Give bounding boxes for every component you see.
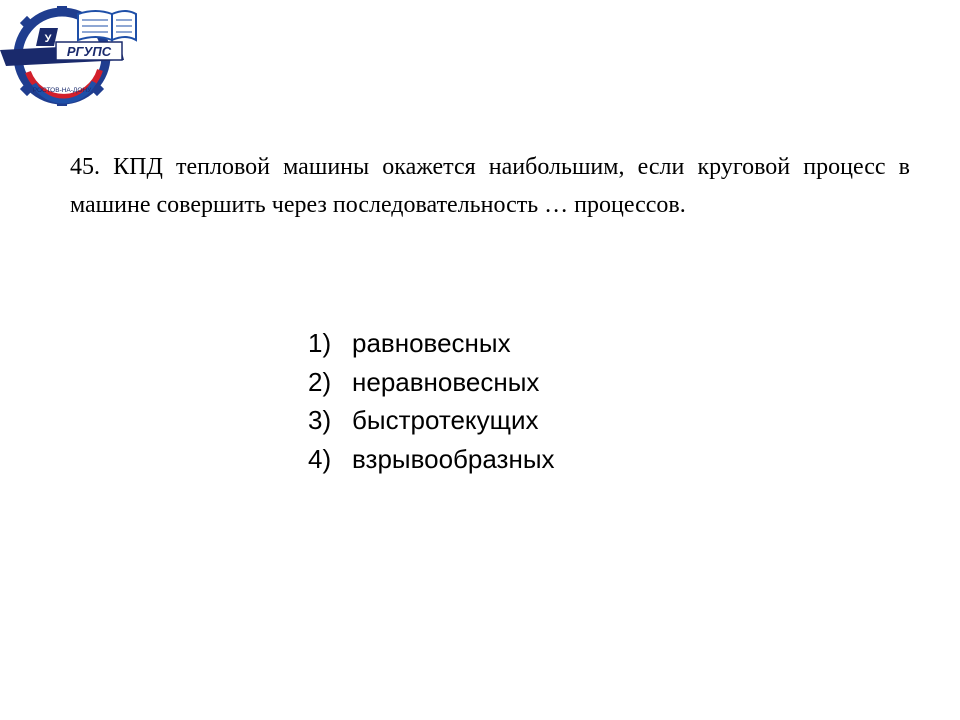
logo-text: РГУПС xyxy=(66,44,112,59)
answer-number: 3) xyxy=(308,405,332,435)
answer-number: 4) xyxy=(308,443,332,474)
book-icon xyxy=(78,11,136,40)
answer-list xyxy=(308,324,555,478)
answer-number: 2) xyxy=(308,366,332,397)
answer-label: взрывообразных xyxy=(352,443,555,474)
answer-option[interactable] xyxy=(308,440,555,479)
answer-option[interactable] xyxy=(308,363,555,402)
logo-letter: У xyxy=(44,33,52,45)
answer-label: быстротекущих xyxy=(352,405,539,435)
question-text: 45. КПД тепловой машины окажется наибольшим, если круговой процесс в машине совершить через последовательность … процессов. xyxy=(70,154,910,218)
university-logo xyxy=(0,0,140,108)
answer-option[interactable] xyxy=(308,401,555,440)
answer-label: неравновесных xyxy=(352,366,540,397)
answer-label: равновесных xyxy=(352,328,511,358)
logo-subtext: РОСТОВ-НА-ДОНУ xyxy=(32,87,92,94)
answer-option[interactable] xyxy=(308,324,555,363)
answer-number: 1) xyxy=(308,328,332,358)
